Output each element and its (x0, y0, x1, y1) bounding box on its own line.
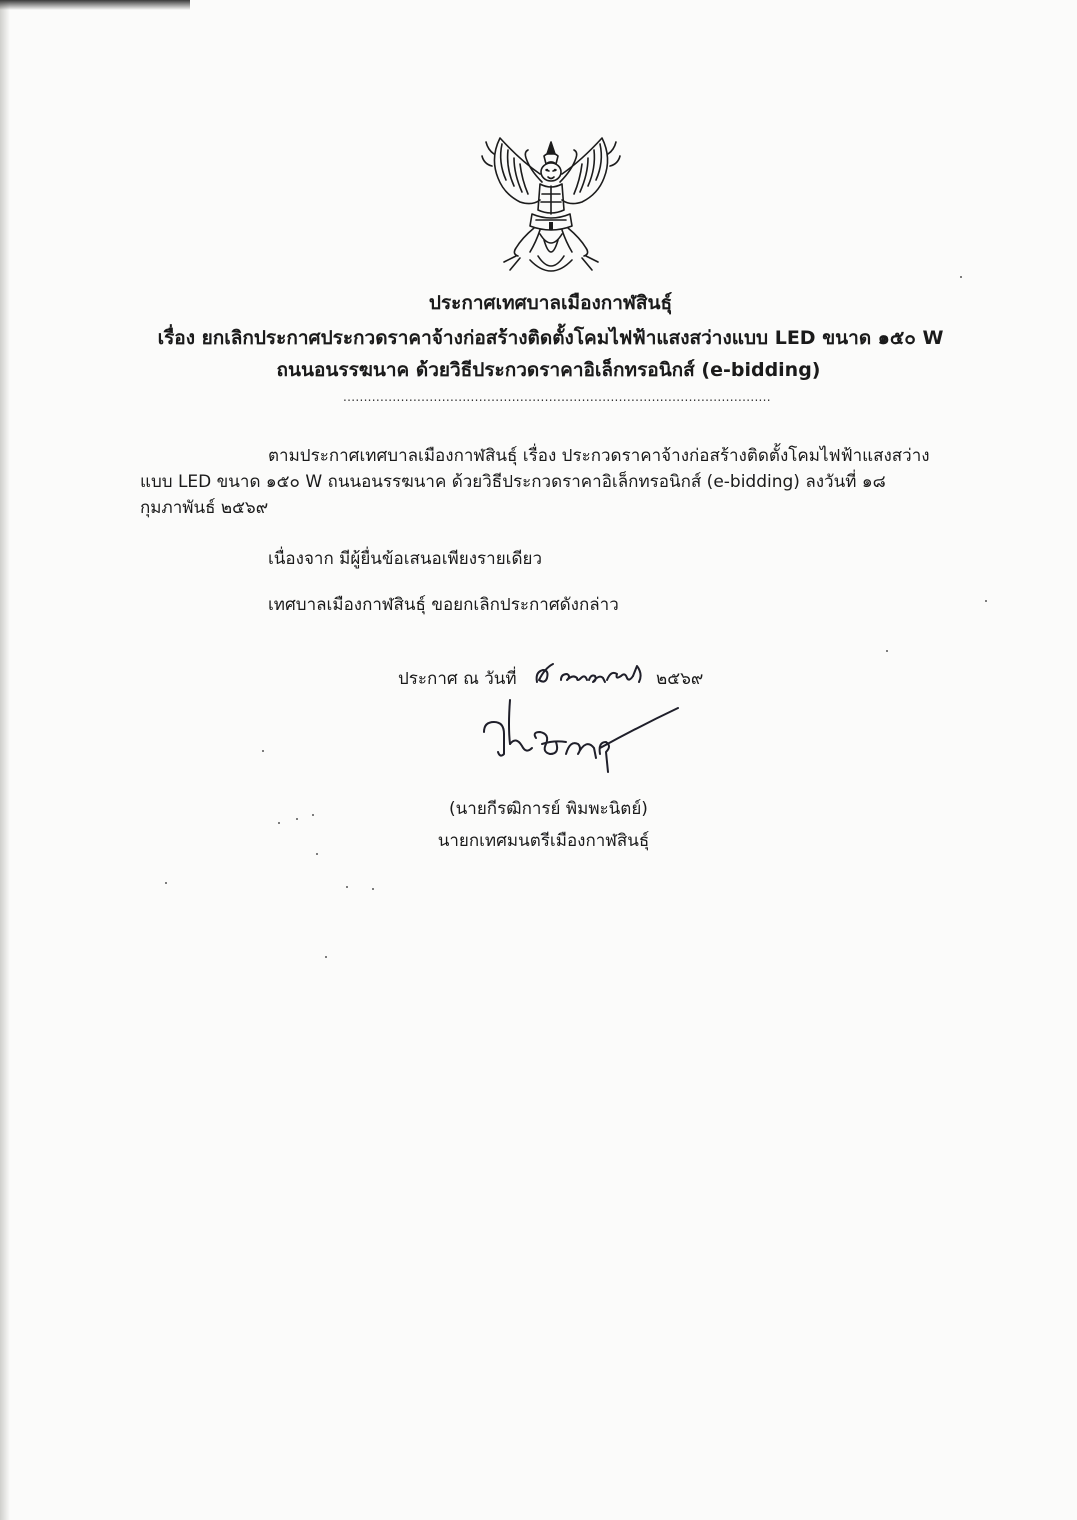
paragraph-1-line-2: แบบ LED ขนาด ๑๕๐ W ถนนอนรรฆนาค ด้วยวิธีประกวดราคาอิเล็กทรอนิกส์ (e-bidding) ลงวันที่ ๑๘ (140, 472, 886, 492)
garuda-emblem-icon (480, 130, 622, 282)
subject-line-continued: ถนนอนรรฆนาค ด้วยวิธีประกวดราคาอิเล็กทรอนิกส์ (e-bidding) (276, 359, 821, 381)
scan-shadow-left (0, 0, 10, 1520)
paragraph-1-line-3: กุมภาพันธ์ ๒๕๖๙ (140, 498, 269, 518)
scan-speck (312, 814, 314, 816)
scan-speck (346, 886, 348, 888)
signer-title: นายกเทศมนตรีเมืองกาฬสินธุ์ (437, 831, 650, 851)
signer-name: (นายกีรฒิการย์ พิมพะนิตย์) (449, 799, 648, 819)
subject-line: เรื่อง ยกเลิกประกาศประกวดราคาจ้างก่อสร้างติดตั้งโคมไฟฟ้าแสงสว่างแบบ LED ขนาด ๑๕๐ W (157, 327, 944, 349)
scan-speck (165, 882, 167, 884)
announce-date-prefix: ประกาศ ณ วันที่ (398, 669, 517, 689)
paragraph-1-line-1: ตามประกาศเทศบาลเมืองกาฬสินธุ์ เรื่อง ประกวดราคาจ้างก่อสร้างติดตั้งโคมไฟฟ้าแสงสว่าง (268, 446, 930, 466)
scan-speck (960, 276, 962, 278)
announcement-header: ประกาศเทศบาลเมืองกาฬสินธุ์ (428, 292, 673, 314)
paragraph-cancellation: เทศบาลเมืองกาฬสินธุ์ ขอยกเลิกประกาศดังกล่าว (268, 595, 619, 615)
signature (470, 696, 685, 786)
handwritten-date (533, 660, 653, 690)
scan-speck (316, 853, 318, 855)
scan-speck (325, 956, 327, 958)
dotted-divider: ........................................................................................................ (343, 390, 771, 404)
scan-speck (278, 822, 280, 824)
scan-speck (886, 650, 888, 652)
scan-speck (372, 888, 374, 890)
scan-speck (262, 750, 264, 752)
scan-speck (296, 818, 298, 820)
scan-speck (985, 600, 987, 602)
paragraph-reason: เนื่องจาก มีผู้ยื่นข้อเสนอเพียงรายเดียว (268, 549, 543, 569)
announce-year: ๒๕๖๙ (656, 669, 704, 689)
scan-shadow-top (0, 0, 190, 10)
